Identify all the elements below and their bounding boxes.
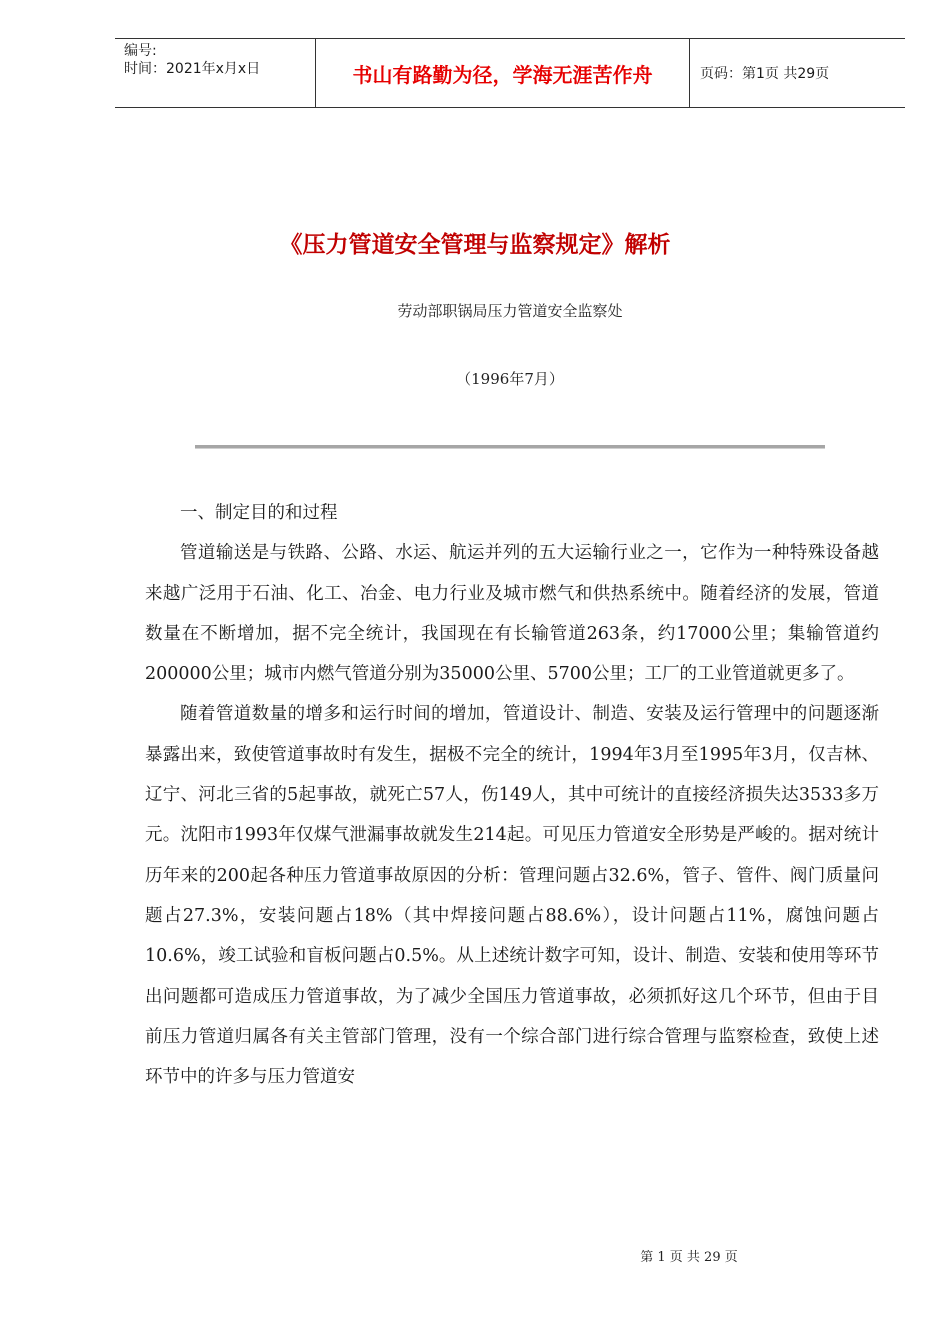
time-label: 时间：2021年x月x日 — [124, 61, 261, 77]
title-divider — [195, 445, 825, 449]
page-footer: 第 1 页 共 29 页 — [640, 1250, 738, 1265]
header-meta — [115, 39, 316, 107]
document-body — [145, 493, 879, 1097]
paragraph-1: 管道输送是与铁路、公路、水运、航运并列的五大运输行业之一，它作为一种特殊设备越来越广泛用于石油、化工、冶金、电力行业及城市燃气和供热系统中。随着经济的发展，管道数量在不断增加，据不完全统计，我国现在有长输管道263条，约17000公里；集输管道约200000公里；城市内燃气管道分别为35000公里、5700公里；工厂的工业管道就更多了。 — [145, 543, 879, 685]
section-heading: 一、制定目的和过程 — [180, 503, 338, 523]
document-date: （1996年7月） — [456, 370, 564, 388]
paragraph-2: 随着管道数量的增多和运行时间的增加，管道设计、制造、安装及运行管理中的问题逐渐暴露出来，致使管道事故时有发生，据极不完全的统计，1994年3月至1995年3月，仅吉林、辽宁、河北三省的5起事故，就死亡57人，伤149人，其中可统计的直接经济损失达3533多万元。沈阳市1993年仅煤气泄漏事故就发生214起。可见压力管道安全形势是严峻的。据对统计历年来的200起各种压力管道事故原因的分析：管理问题占32.6%，管子、管件、阀门质量问题占27.3%，安装问题占18%（其中焊接问题占88.6%），设计问题占11%，腐蚀问题占10.6%，竣工试验和盲板问题占0.5%。从上述统计数字可知，设计、制造、安装和使用等环节出问题都可造成压力管道事故，为了减少全国压力管道事故，必须抓好这几个环节，但由于目前压力管道归属各有关主管部门管理，没有一个综合部门进行综合管理与监察检查，致使上述环节中的许多与压力管道安 — [145, 704, 879, 1088]
document-author: 劳动部职锅局压力管道安全监察处 — [397, 302, 623, 320]
header-page-info: 页码：第1页 共29页 — [700, 66, 830, 82]
serial-label: 编号: — [124, 43, 157, 59]
document-title: 《压力管道安全管理与监察规定》解析 — [279, 231, 671, 258]
page-header — [115, 38, 905, 108]
header-motto: 书山有路勤为径，学海无涯苦作舟 — [316, 39, 690, 107]
